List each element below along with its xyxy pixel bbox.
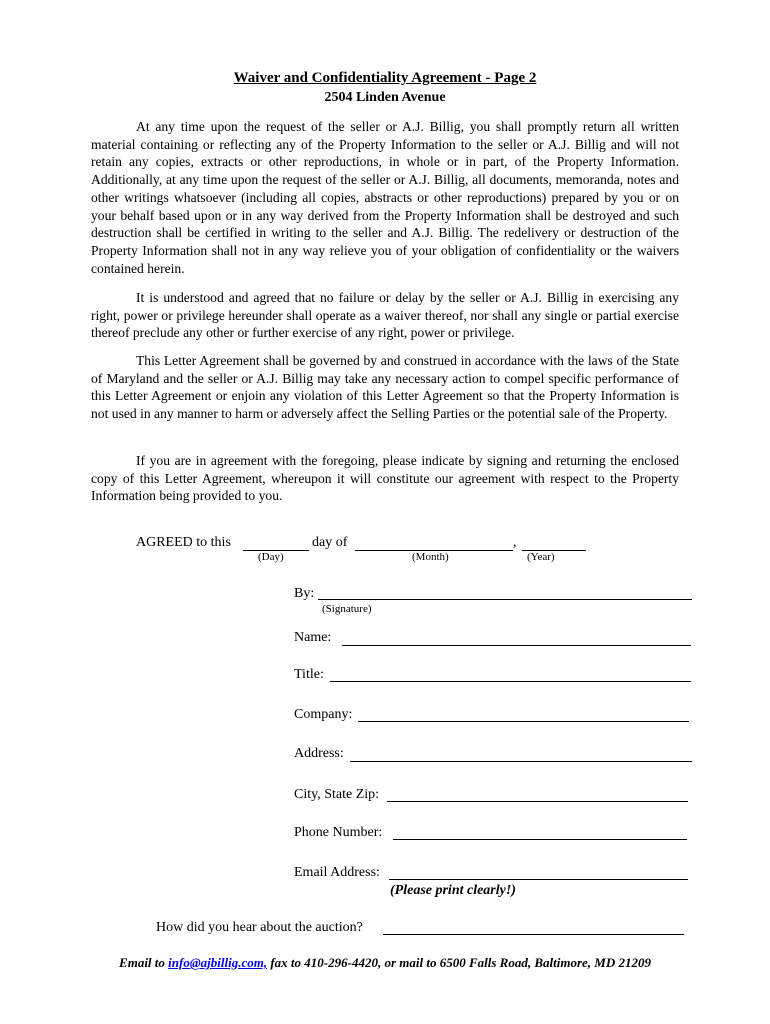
day-of-label: day of <box>312 535 348 550</box>
company-field[interactable] <box>358 721 689 722</box>
auction-source-label: How did you hear about the auction? <box>156 920 363 935</box>
footer-prefix: Email to <box>119 955 165 970</box>
paragraph-agreement-instructions: If you are in agreement with the foregoing, please indicate by signing and returning the enclosed copy of this Letter Agreement, whereupon it will constitute our agreement with respect to the Property Information being provided to you. <box>91 453 679 504</box>
email-link[interactable]: info@ajbillig.com, <box>168 955 268 970</box>
name-label: Name: <box>294 630 332 645</box>
city-state-zip-field[interactable] <box>387 801 688 802</box>
title-field[interactable] <box>330 681 691 682</box>
phone-label: Phone Number: <box>294 825 383 840</box>
paragraph-governing-law: This Letter Agreement shall be governed by and construed in accordance with the laws of the State of Maryland and the seller or A.J. Billig may take any necessary action to compel specific performance of this Letter Agreement or enjoin any violation of this Letter Agreement so that the Property Information is not used in any manner to harm or adversely affect the Selling Parties or the potential sale of the Property. <box>91 353 679 422</box>
paragraph-return-materials: At any time upon the request of the seller or A.J. Billig, you shall promptly return all written material containing or reflecting any of the Property Information to the seller or A.J. Billig and will not retain any copies, extracts or other reproductions, in whole or in part, of the Property Information. Additionally, at any time upon the request of the seller or A.J. Billig, all documents, memoranda, notes and other writings whatsoever (including all copies, abstracts or other reproductions) prepared by you or on your behalf based upon or in any way derived from the Property Information shall be destroyed and such destruction shall be certified in writing to the seller and A.J. Billig. The redelivery or destruction of the Property Information shall not in any way relieve you of your obligation of confidentiality or the waivers contained herein. <box>91 119 679 276</box>
contact-footer <box>0 955 770 971</box>
phone-field[interactable] <box>393 839 687 840</box>
signature-field[interactable] <box>318 599 692 600</box>
day-hint: (Day) <box>258 551 284 563</box>
property-address-heading: 2504 Linden Avenue <box>324 90 446 105</box>
month-hint: (Month) <box>412 551 449 563</box>
year-hint: (Year) <box>527 551 555 563</box>
title-label: Title: <box>294 667 324 682</box>
address-label: Address: <box>294 746 344 761</box>
signature-hint: (Signature) <box>322 603 372 615</box>
comma-separator: , <box>513 535 517 550</box>
print-clearly-note: (Please print clearly!) <box>390 883 516 898</box>
email-label: Email Address: <box>294 865 380 880</box>
address-field[interactable] <box>350 761 692 762</box>
city-state-zip-label: City, State Zip: <box>294 787 380 802</box>
auction-source-field[interactable] <box>383 934 684 935</box>
page-title: Waiver and Confidentiality Agreement - Page 2 <box>233 70 537 86</box>
footer-suffix: fax to 410-296-4420, or mail to 6500 Falls Road, Baltimore, MD 21209 <box>270 955 651 970</box>
name-field[interactable] <box>342 645 691 646</box>
paragraph-no-waiver: It is understood and agreed that no failure or delay by the seller or A.J. Billig in exercising any right, power or privilege hereunder shall operate as a waiver thereof, nor shall any single or partial exercise thereof preclude any other or further exercise of any right, power or privilege. <box>91 290 679 341</box>
email-field[interactable] <box>389 879 688 880</box>
agreed-label: AGREED to this <box>136 535 231 550</box>
by-label: By: <box>294 586 315 601</box>
company-label: Company: <box>294 707 353 722</box>
